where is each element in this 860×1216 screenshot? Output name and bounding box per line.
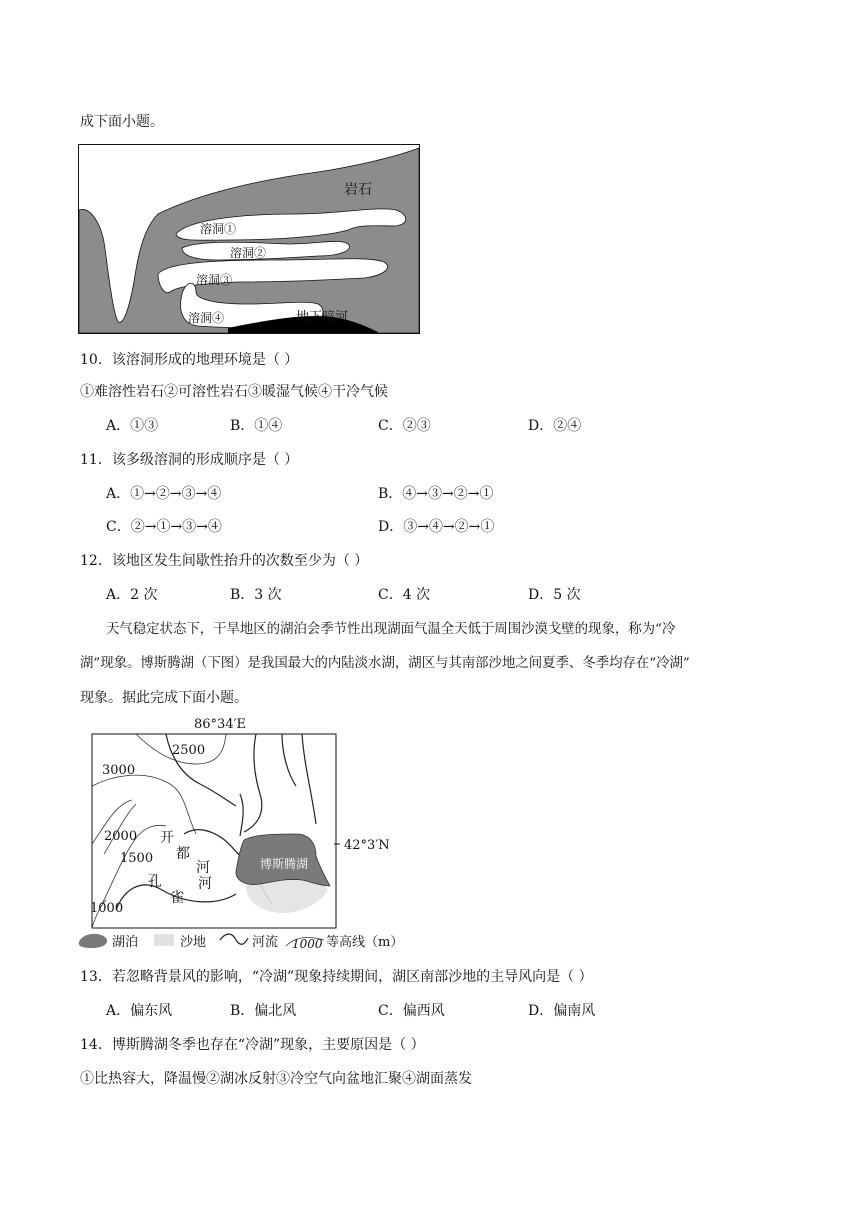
contour-3000: 3000	[102, 763, 136, 778]
passage-line-3: 现象。据此完成下面小题。	[80, 690, 248, 706]
q13-stem: 13．若忽略背景风的影响，“冷湖”现象持续期间，湖区南部沙地的主导风向是（ ）	[80, 969, 593, 985]
q11-stem: 11．该多级溶洞的形成顺序是（ ）	[80, 452, 299, 468]
q10-stem: 10．该溶洞形成的地理环境是（ ）	[80, 352, 299, 368]
q10-option-c[interactable]: C．②③	[378, 418, 431, 434]
q11-option-a[interactable]: A．①→②→③→④	[106, 486, 222, 502]
legend-contour-value: 1000	[292, 937, 323, 951]
passage-line-1: 天气稳定状态下，干旱地区的湖泊会季节性出现湖面气温全天低于周围沙漠戈壁的现象，称为“冷	[106, 622, 676, 637]
kaidu-char-1: 开	[160, 830, 174, 846]
legend-contour-label: 等高线（m）	[326, 935, 404, 950]
kaidu-char-3: 河	[196, 860, 210, 876]
contour-2500: 2500	[172, 743, 206, 758]
cave-2-label: 溶洞②	[230, 246, 267, 260]
legend-sand-label: 沙地	[180, 935, 207, 950]
q11-option-d[interactable]: D．③→④→②→①	[378, 519, 495, 535]
contour-1000: 1000	[90, 901, 124, 916]
kongque-char-1: 孔	[148, 874, 162, 890]
contour-1500: 1500	[120, 851, 154, 866]
q13-option-d[interactable]: D．偏南风	[528, 1003, 596, 1019]
cave-1-label: 溶洞①	[200, 222, 237, 236]
q12-option-c[interactable]: C．4 次	[378, 587, 431, 603]
q13-option-b[interactable]: B．偏北风	[230, 1003, 297, 1019]
cave-4-label: 溶洞④	[188, 311, 225, 325]
latitude-label: 42°3′N	[344, 838, 390, 853]
kaidu-char-2: 都	[176, 846, 190, 862]
contour-2000: 2000	[104, 829, 138, 844]
cave-3-label: 溶洞③	[196, 273, 233, 287]
lake-label: 博斯腾湖	[260, 857, 309, 871]
q14-stem: 14．博斯腾湖冬季也存在“冷湖”现象，主要原因是（ ）	[80, 1037, 425, 1053]
q13-option-a[interactable]: A．偏东风	[106, 1003, 173, 1019]
q10-option-a[interactable]: A．①③	[106, 418, 159, 434]
legend-river-label: 河流	[252, 935, 279, 950]
q12-option-b[interactable]: B．3 次	[230, 587, 282, 603]
q12-stem: 12．该地区发生间歇性抬升的次数至少为（ ）	[80, 553, 369, 569]
cave-diagram	[78, 144, 420, 334]
q12-option-a[interactable]: A．2 次	[106, 587, 158, 603]
q10-items: ①难溶性岩石②可溶性岩石③暖湿气候④干冷气候	[80, 384, 388, 400]
legend-sand-swatch	[154, 934, 174, 946]
passage-line-2: 湖”现象。博斯腾湖（下图）是我国最大的内陆淡水湖，湖区与其南部沙地之间夏季、冬季均存在“冷湖”	[80, 656, 690, 671]
legend-river-swatch	[220, 934, 248, 944]
q12-option-d[interactable]: D．5 次	[528, 587, 581, 603]
lake-map	[76, 714, 416, 954]
rock-label: 岩石	[344, 182, 372, 198]
legend-lake-swatch	[79, 934, 107, 948]
q10-option-d[interactable]: D．②④	[528, 418, 582, 434]
q10-option-b[interactable]: B．①④	[230, 418, 283, 434]
river-label: 地下暗河	[296, 310, 349, 325]
q14-items: ①比热容大，降温慢②湖冰反射③冷空气向盆地汇聚④湖面蒸发	[80, 1071, 472, 1087]
kongque-char-3: 河	[198, 876, 212, 892]
q13-option-c[interactable]: C．偏西风	[378, 1003, 445, 1019]
legend-lake-label: 湖泊	[112, 935, 139, 950]
longitude-label: 86°34′E	[194, 717, 247, 732]
intro-text: 成下面小题。	[80, 114, 164, 130]
q11-option-b[interactable]: B．④→③→②→①	[378, 486, 494, 502]
kongque-char-2: 雀	[170, 890, 184, 906]
q11-option-c[interactable]: C．②→①→③→④	[106, 519, 222, 535]
